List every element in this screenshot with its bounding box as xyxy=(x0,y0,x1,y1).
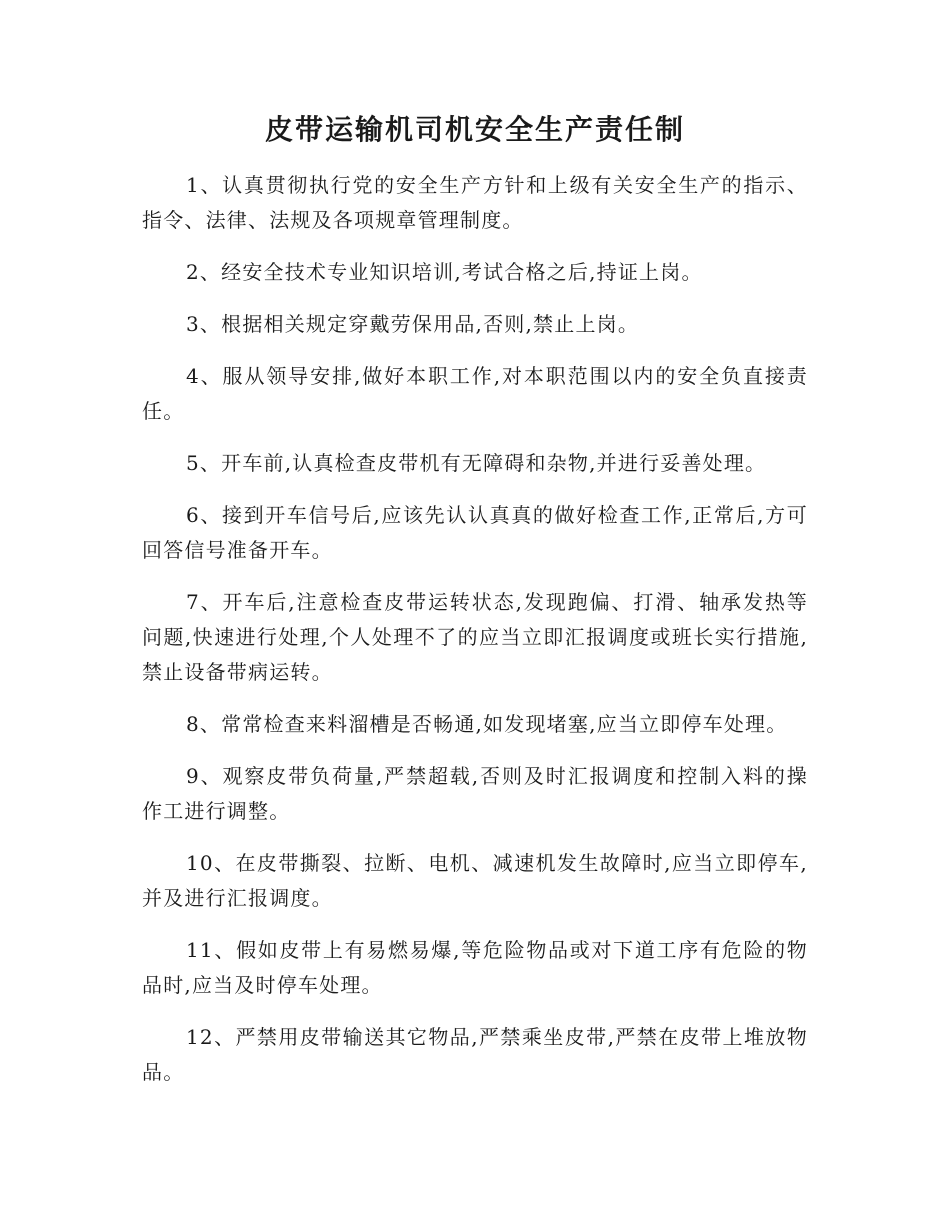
clause-1: 1、认真贯彻执行党的安全生产方针和上级有关安全生产的指示、指令、法律、法规及各项规章管理制度。 xyxy=(142,173,808,232)
clause-4: 4、服从领导安排,做好本职工作,对本职范围以内的安全负直接责任。 xyxy=(142,364,808,423)
document-title: 皮带运输机司机安全生产责任制 xyxy=(264,113,685,146)
clause-3: 3、根据相关规定穿戴劳保用品,否则,禁止上岗。 xyxy=(186,312,640,336)
clause-12: 12、严禁用皮带输送其它物品,严禁乘坐皮带,严禁在皮带上堆放物品。 xyxy=(142,1025,808,1084)
clause-10: 10、在皮带撕裂、拉断、电机、减速机发生故障时,应当立即停车,并及进行汇报调度。 xyxy=(142,851,808,910)
clause-8: 8、常常检查来料溜槽是否畅通,如发现堵塞,应当立即停车处理。 xyxy=(186,712,788,736)
clause-9: 9、观察皮带负荷量,严禁超载,否则及时汇报调度和控制入料的操作工进行调整。 xyxy=(142,764,808,823)
clause-5: 5、开车前,认真检查皮带机有无障碍和杂物,并进行妥善处理。 xyxy=(186,451,767,475)
clause-2: 2、经安全技术专业知识培训,考试合格之后,持证上岗。 xyxy=(186,260,703,284)
clause-11: 11、假如皮带上有易燃易爆,等危险物品或对下道工序有危险的物品时,应当及时停车处理。 xyxy=(142,938,808,997)
clause-6: 6、接到开车信号后,应该先认认真真的做好检查工作,正常后,方可回答信号准备开车。 xyxy=(142,503,808,562)
clause-7: 7、开车后,注意检查皮带运转状态,发现跑偏、打滑、轴承发热等问题,快速进行处理,个人处理不了的应当立即汇报调度或班长实行措施,禁止设备带病运转。 xyxy=(142,590,808,684)
